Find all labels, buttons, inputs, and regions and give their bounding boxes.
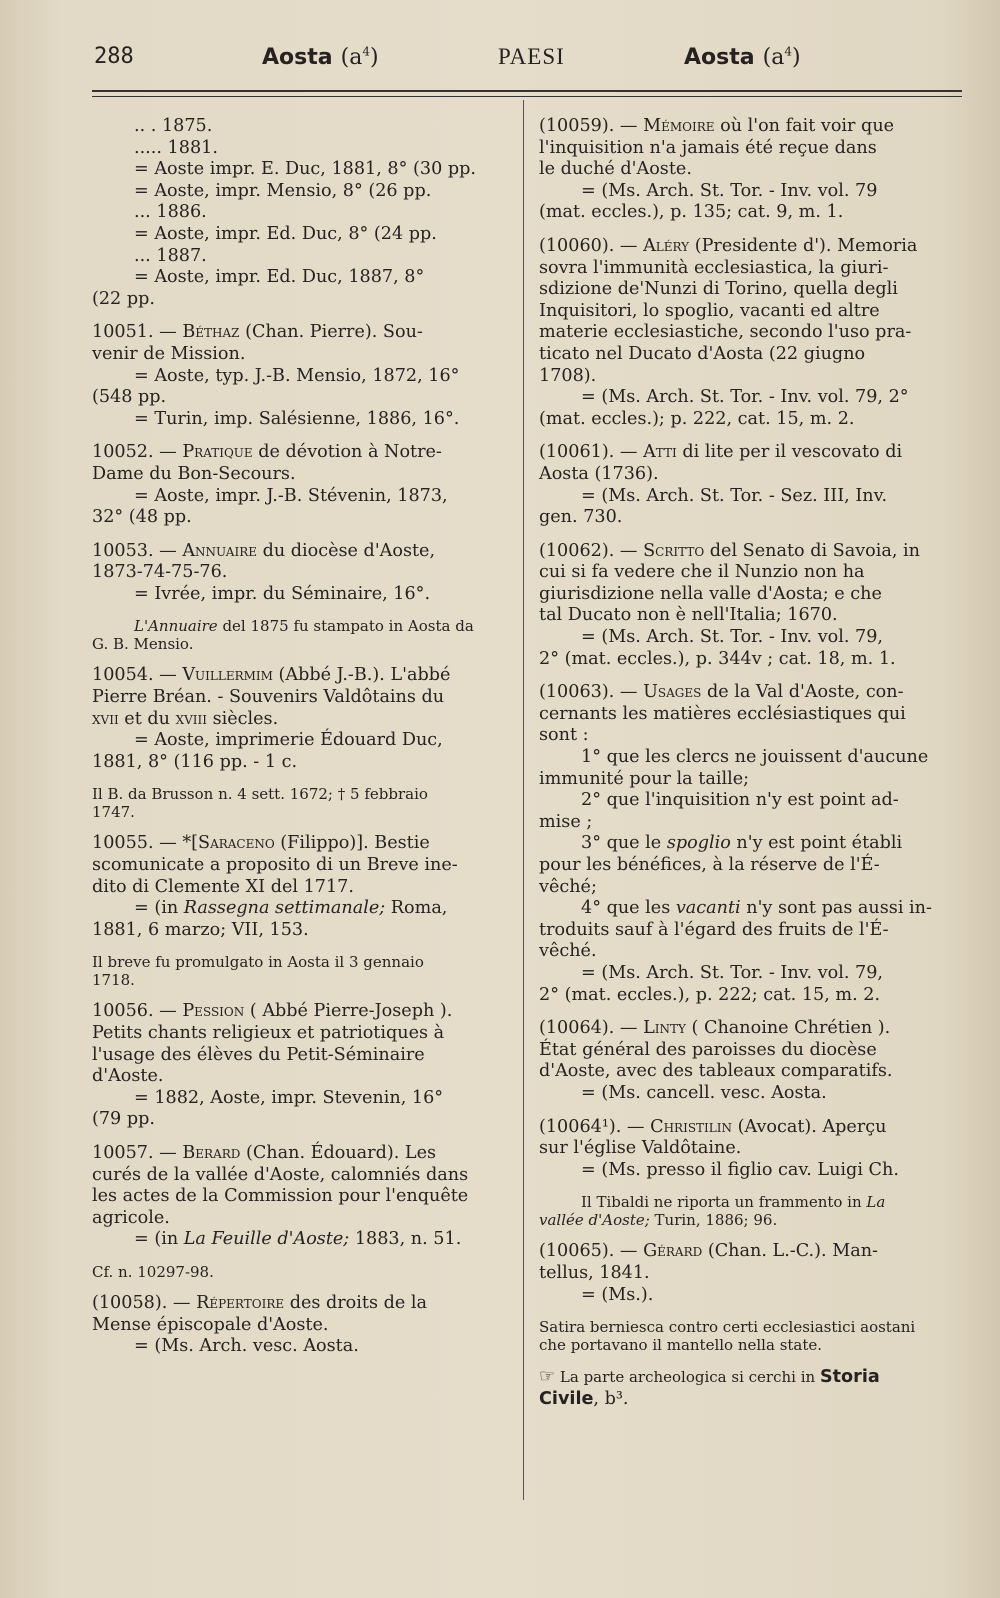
text-line: Aosta (1736). xyxy=(539,463,659,484)
text-line: = (Ms. presso il figlio cav. Luigi Ch. xyxy=(581,1159,899,1180)
text-line: venir de Mission. xyxy=(92,343,246,364)
author-name: Béthaz xyxy=(182,322,240,343)
header-right-word: Aosta xyxy=(684,45,755,70)
text-line: 1873-74-75-76. xyxy=(92,562,228,583)
author-name: Christilin xyxy=(650,1116,733,1137)
entry-10054: 10054. — Vuillermim (Abbé J.-B.). L'abbé Pierre Bréan. - Souvenirs Valdôtains du xvii et du xviii siècles. = Aoste, imprimerie Édouard Duc, 1881, 8° (116 pp. - 1 c. Il B. da Brusson n. 4 sett. 1672; † 5 febbraio 1747. xyxy=(92,665,510,821)
author-name: Usages xyxy=(643,682,702,703)
text-line: 2° (mat. eccles.), p. 344v ; cat. 18, m. 1. xyxy=(539,648,896,669)
text-line: mise ; xyxy=(539,811,593,832)
header-rule-thick xyxy=(92,90,962,92)
text-line: tal Ducato non è nell'Italia; 1670. xyxy=(539,605,838,626)
text-line: (22 pp. xyxy=(92,288,155,309)
text-line: = Aoste, impr. J.-B. Stévenin, 1873, xyxy=(134,485,448,506)
entry-10057: 10057. — Berard (Chan. Édouard). Les curés de la vallée d'Aoste, calomniés dans les actes de la Commission pour l'enquête agricole. = (in La Feuille d'Aoste; 1883, n. 51. Cf. n. 10297-98. xyxy=(92,1143,510,1281)
header-left-title xyxy=(262,44,379,70)
text-line: 2° (mat. eccles.), p. 222; cat. 15, m. 2. xyxy=(539,984,881,1005)
entry-10051: 10051. — Béthaz (Chan. Pierre). Sou- venir de Mission. = Aoste, typ. J.-B. Mensio, 1872, 16° (548 pp. = Turin, imp. Salésienne, 1886, 16°. xyxy=(92,322,510,430)
entry-note: Il B. da Brusson n. 4 sett. 1672; † 5 febbraio 1747. xyxy=(92,785,428,822)
header-right-sub: $(a^4)$ xyxy=(762,44,801,70)
text-line: sdizione de'Nunzi di Torino, quella degli xyxy=(539,279,898,300)
entry-10064-1: (10064¹). — Christilin (Avocat). Aperçu sur l'église Valdôtaine. = (Ms. presso il figlio cav. Luigi Ch. Il Tibaldi ne riporta un frammento in La vallée d'Aoste; Turin, 1886; 96. xyxy=(539,1117,959,1230)
text-line: = Aoste, impr. Ed. Duc, 8° (24 pp. xyxy=(134,223,437,244)
entry-note: Il breve fu promulgato in Aosta il 3 gennaio 1718. xyxy=(92,953,424,990)
text-line: 1708). xyxy=(539,365,597,386)
running-header xyxy=(0,44,1000,84)
entry-10064: (10064). — Linty ( Chanoine Chrétien ). État général des paroisses du diocèse d'Aoste, avec des tableaux comparatifs. = (Ms. cancell. vesc. Aosta. xyxy=(539,1018,959,1104)
text-line: sur l'église Valdôtaine. xyxy=(539,1138,742,1159)
right-column xyxy=(539,116,959,1410)
entry-10053: 10053. — Annuaire du diocèse d'Aoste, 1873-74-75-76. = Ivrée, impr. du Séminaire, 16°. L'Annuaire del 1875 fu stampato in Aosta da G. B. Mensio. xyxy=(92,541,510,654)
text-line: (mat. eccles.); p. 222, cat. 15, m. 2. xyxy=(539,408,855,429)
text-line: cui si fa vedere che il Nunzio non ha xyxy=(539,562,865,583)
pointing-hand-icon: ☞ xyxy=(539,1366,556,1388)
text-line: ... 1886. xyxy=(134,202,207,223)
text-line: le duché d'Aoste. xyxy=(539,159,692,180)
text-line: curés de la vallée d'Aoste, calomniés dans xyxy=(92,1164,469,1185)
text-line: materie ecclesiastiche, secondo l'uso pra- xyxy=(539,322,912,343)
entry-10052: 10052. — Pratique de dévotion à Notre- Dame du Bon-Secours. = Aoste, impr. J.-B. Stévenin, 1873, 32° (48 pp. xyxy=(92,442,510,528)
text-line: Petits chants religieux et patriotiques à xyxy=(92,1023,445,1043)
text-line: 2° que l'inquisition n'y est point ad- xyxy=(581,790,899,811)
column-divider xyxy=(523,100,524,1500)
entry-10055: 10055. — *[Saraceno (Filippo)]. Bestie scomunicate a proposito di un Breve ine- dito di Clemente XI del 1717. = (in Rassegna settimanale; Roma, 1881, 6 marzo; VII, 153. Il breve fu promulgato in Aosta il 3 gennaio 1718. xyxy=(92,833,510,989)
text-line: État général des paroisses du diocèse xyxy=(539,1039,877,1060)
text-line: 32° (48 pp. xyxy=(92,507,192,528)
author-name: Aléry xyxy=(643,235,690,256)
text-line: dito di Clemente XI del 1717. xyxy=(92,876,354,897)
text-line: (mat. eccles.), p. 135; cat. 9, m. 1. xyxy=(539,202,844,223)
text-line: = (Ms. Arch. St. Tor. - Inv. vol. 79, 2° xyxy=(581,387,909,408)
text-line: sovra l'immunità ecclesiastica, la giuri- xyxy=(539,257,889,278)
entry-10058: (10058). — Répertoire des droits de la Mense épiscopale d'Aoste. = (Ms. Arch. vesc. Aosta. xyxy=(92,1293,510,1358)
entry-10065: (10065). — Gérard (Chan. L.-C.). Man- tellus, 1841. = (Ms.). Satira berniesca contro certi ecclesiastici aostani che portavano il mantello nella state. xyxy=(539,1241,959,1354)
entry-note: Il Tibaldi ne riporta un frammento in La vallée d'Aoste; Turin, 1886; 96. xyxy=(539,1193,886,1230)
author-name: Annuaire xyxy=(182,540,257,561)
text-line: ..... 1881. xyxy=(134,137,218,158)
text-line: (79 pp. xyxy=(92,1109,155,1130)
text-line: = Aoste, impr. Ed. Duc, 1887, 8° xyxy=(134,267,425,288)
header-rule-thin xyxy=(92,96,962,97)
text-line: = (Ms. Arch. St. Tor. - Inv. vol. 79 xyxy=(581,180,878,201)
text-line: troduits sauf à l'égard des fruits de l'É- xyxy=(539,919,889,940)
text-line: scomunicate a proposito di un Breve ine- xyxy=(92,855,458,876)
text-line: = Ivrée, impr. du Séminaire, 16°. xyxy=(134,583,431,604)
text-line: = Aoste, impr. Mensio, 8° (26 pp. xyxy=(134,180,432,201)
text-line: l'inquisition n'a jamais été reçue dans xyxy=(539,137,877,158)
text-line: .. . 1875. xyxy=(134,116,213,136)
text-line: gen. 730. xyxy=(539,507,623,528)
header-left-word: Aosta xyxy=(262,45,333,70)
text-line: sont : xyxy=(539,725,589,746)
text-line: giurisdizione nella valle d'Aosta; e che xyxy=(539,583,882,604)
text-line: = (Ms. Arch. St. Tor. - Inv. vol. 79, xyxy=(581,627,884,648)
entry-10056: 10056. — Pession ( Abbé Pierre-Joseph ). Petits chants religieux et patriotiques à l'usage des élèves du Petit-Séminaire d'Aoste. = 1882, Aoste, impr. Stevenin, 16° (79 pp. xyxy=(92,1001,510,1131)
author-name: Répertoire xyxy=(196,1292,285,1313)
text-line: Inquisitori, lo spoglio, vacanti ed altre xyxy=(539,300,880,321)
text-line: = (Ms.). xyxy=(581,1284,654,1305)
text-line: = Aoste impr. E. Duc, 1881, 8° (30 pp. xyxy=(134,159,476,180)
text-line: Dame du Bon-Secours. xyxy=(92,463,296,484)
text-line: = Aoste, typ. J.-B. Mensio, 1872, 16° xyxy=(134,365,460,386)
text-line: vêché. xyxy=(539,941,597,962)
author-name: Saraceno xyxy=(198,833,275,854)
entry-10050-continued xyxy=(92,116,510,310)
entry-10060: (10060). — Aléry (Presidente d'). Memoria sovra l'immunità ecclesiastica, la giuri- sdizione de'Nunzi di Torino, quella degli Inquisitori, lo spoglio, vacanti ed altre materie ecclesiastiche, secondo l'uso pra- ticato nel Ducato d'Aosta (22 giugno 1708). = (Ms. Arch. St. Tor. - Inv. vol. 79, 2° (mat. eccles.); p. 222, cat. 15, m. 2. xyxy=(539,236,959,430)
author-name: Pession xyxy=(182,1001,245,1022)
text-line: = 1882, Aoste, impr. Stevenin, 16° xyxy=(134,1087,444,1108)
author-name: Pratique xyxy=(182,442,253,463)
text-line: immunité pour la taille; xyxy=(539,768,750,789)
entry-10059: (10059). — Mémoire où l'on fait voir que l'inquisition n'a jamais été reçue dans le duché d'Aoste. = (Ms. Arch. St. Tor. - Inv. vol. 79 (mat. eccles.), p. 135; cat. 9, m. 1. xyxy=(539,116,959,224)
header-right-title xyxy=(684,44,801,70)
page-number: 288 xyxy=(94,44,134,69)
author-name: Scritto xyxy=(643,540,705,561)
text-line: 1881, 8° (116 pp. - 1 c. xyxy=(92,751,298,772)
entry-note: Satira berniesca contro certi ecclesiastici aostani che portavano il mantello nella state. xyxy=(539,1318,916,1355)
text-line: pour les bénéfices, à la réserve de l'É- xyxy=(539,855,880,875)
text-line: = (Ms. Arch. St. Tor. - Inv. vol. 79, xyxy=(581,962,884,983)
entry-10063: (10063). — Usages de la Val d'Aoste, con- cernants les matières ecclésiastiques qui sont : 1° que les clercs ne jouissent d'aucune immunité pour la taille; 2° que l'inquisition n'y est point ad- mise ; 3° que le spoglio n'y est point établi pour les bénéfices, à la réserve de l'É- vêché; 4° que les vacanti n'y sont pas aussi in- troduits sauf à l'égard des fruits de l'É- vêché. = (Ms. Arch. St. Tor. - Inv. vol. 79, 2° (mat. eccles.), p. 222; cat. 15, m. 2. xyxy=(539,682,959,1006)
text-line: = (Ms. Arch. St. Tor. - Sez. III, Inv. xyxy=(581,485,888,506)
entry-10062: (10062). — Scritto del Senato di Savoia, in cui si fa vedere che il Nunzio non ha giurisdizione nella valle d'Aosta; e che tal Ducato non è nell'Italia; 1670. = (Ms. Arch. St. Tor. - Inv. vol. 79, 2° (mat. eccles.), p. 344v ; cat. 18, m. 1. xyxy=(539,541,959,671)
text-line: 1° que les clercs ne jouissent d'aucune xyxy=(581,747,929,768)
text-line: = Aoste, imprimerie Édouard Duc, xyxy=(134,730,443,751)
text-line: = (Ms. cancell. vesc. Aosta. xyxy=(581,1082,827,1103)
header-center-title: PAESI xyxy=(498,44,565,69)
text-line: vêché; xyxy=(539,876,597,897)
text-line: les actes de la Commission pour l'enquête xyxy=(92,1186,469,1207)
text-line: ... 1887. xyxy=(134,245,207,266)
header-left-sub: $(a^4)$ xyxy=(340,44,379,70)
text-line: = (Ms. Arch. vesc. Aosta. xyxy=(134,1336,359,1357)
text-line: = Turin, imp. Salésienne, 1886, 16°. xyxy=(134,408,460,429)
cross-reference-note: ☞ La parte archeologica si cerchi in Storia Civile, b³. xyxy=(539,1366,880,1409)
author-name: Gérard xyxy=(643,1241,703,1262)
author-name: Berard xyxy=(182,1142,241,1163)
text-line: d'Aoste. xyxy=(92,1066,164,1087)
text-line: Pierre Bréan. - Souvenirs Valdôtains du xyxy=(92,687,445,708)
text-line: d'Aoste, avec des tableaux comparatifs. xyxy=(539,1061,893,1082)
author-name: Mémoire xyxy=(643,116,715,136)
author-name: Linty xyxy=(643,1018,686,1039)
text-line: l'usage des élèves du Petit-Séminaire xyxy=(92,1044,425,1065)
text-line: ticato nel Ducato d'Aosta (22 giugno xyxy=(539,343,866,364)
entry-note: L'Annuaire del 1875 fu stampato in Aosta da G. B. Mensio. xyxy=(92,617,474,654)
text-line: agricole. xyxy=(92,1207,170,1228)
text-line: tellus, 1841. xyxy=(539,1262,650,1283)
text-line: 1881, 6 marzo; VII, 153. xyxy=(92,919,309,940)
author-name: Vuillermim xyxy=(182,665,273,686)
text-line: Mense épiscopale d'Aoste. xyxy=(92,1314,329,1335)
entry-note: Cf. n. 10297-98. xyxy=(92,1262,214,1281)
author-name: Atti xyxy=(643,442,677,463)
text-line: cernants les matières ecclésiastiques qui xyxy=(539,703,906,724)
entry-10061: (10061). — Atti di lite per il vescovato di Aosta (1736). = (Ms. Arch. St. Tor. - Sez. III, Inv. gen. 730. xyxy=(539,442,959,528)
text-line: (548 pp. xyxy=(92,387,167,408)
left-column xyxy=(92,116,510,1358)
